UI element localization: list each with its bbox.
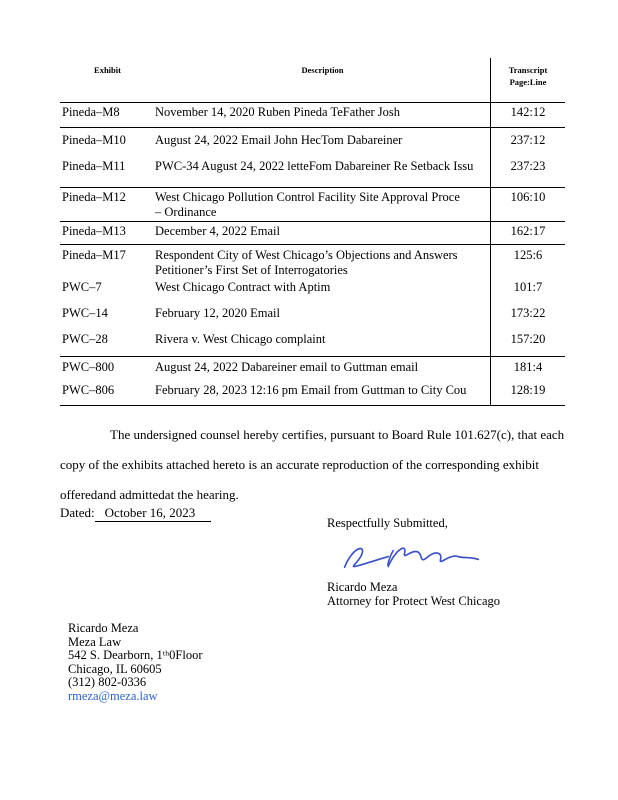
header-transcript [490,58,565,102]
description-line1: Respondent City of West Chicago’s Objections and Answers [155,248,458,262]
description-line2: Petitioner’s First Set of Interrogatories [155,263,348,277]
table-row [60,222,565,244]
contact-email-link[interactable]: rmeza@meza.law [68,688,158,703]
description-cell: February 28, 2023 12:16 pm Email from Guttman to City Cou [155,383,467,397]
exhibit-cell: Pineda–M12 [62,190,126,204]
description-cell: November 14, 2020 Ruben Pineda TeFather Josh [155,105,401,119]
table-group [60,102,565,127]
description-cell: West Chicago Contract with Aptim [155,280,331,294]
table-row [60,159,565,187]
table-row [60,357,565,383]
salutation: Respectfully Submitted, [327,516,448,530]
description-cell: December 4, 2022 Email [155,224,280,238]
exhibit-cell: Pineda–M17 [62,248,126,262]
exhibit-cell: Pineda–M11 [62,159,126,173]
table-row [60,128,565,159]
table-group [60,221,565,244]
transcript-cell: 162:17 [490,222,565,244]
transcript-cell: 125:6 [490,245,565,280]
table-row [60,188,565,221]
table-row [60,306,565,332]
table-row [60,332,565,356]
certification-line: The undersigned counsel hereby certifies, pursuant to Board Rule 101.627(c), that each [110,427,565,442]
description-cell: Rivera v. West Chicago complaint [155,332,326,346]
contact-phone: (312) 802-0336 [68,675,147,689]
table-group [60,356,565,406]
description-cell: August 24, 2022 Dabareiner email to Guttman email [155,360,419,374]
signer-block [327,580,500,608]
contact-firm: Meza Law [68,634,122,649]
dated-label: Dated: [60,505,95,520]
table-row [60,103,565,127]
header-description: Description [301,65,344,75]
description-line1: West Chicago Pollution Control Facility Site Approval Proce [155,190,460,204]
description-cell: PWC-34 August 24, 2022 letteFom Dabareiner Re Setback Issu [155,159,474,173]
signer-name: Ricardo Meza [327,580,398,594]
table-row [60,280,565,306]
table-group [60,187,565,221]
transcript-cell: 128:19 [490,383,565,405]
certification-line: offeredand admittedat the hearing. [60,487,239,502]
description-cell [155,188,490,221]
exhibit-cell: PWC–806 [62,383,115,397]
contact-street: 542 S. Dearborn, 1ᵗʰ0Floor [68,648,203,662]
transcript-cell: 157:20 [490,332,565,356]
exhibit-cell: PWC–28 [62,332,108,346]
exhibit-cell: Pineda–M10 [62,133,126,147]
header-transcript-line1: Transcript [508,65,548,75]
contact-name: Ricardo Meza [68,621,139,635]
signature-image [333,536,488,580]
contact-city: Chicago, IL 60605 [68,661,162,676]
transcript-cell: 142:12 [490,103,565,127]
dated-line [60,505,211,521]
description-line2: – Ordinance [155,205,217,219]
certification-paragraph [60,420,568,510]
dated-value: October 16, 2023 [95,505,212,522]
table-row [60,245,565,280]
certification-line: copy of the exhibits attached hereto is an accurate reproduction of the corresponding exhibit [60,457,540,472]
exhibit-cell: PWC–7 [62,280,102,294]
description-cell: February 12, 2020 Email [155,306,280,320]
transcript-cell: 173:22 [490,306,565,332]
exhibit-cell: PWC–800 [62,360,115,374]
closing-block [327,516,501,608]
description-cell [155,245,490,280]
transcript-cell: 237:12 [490,128,565,159]
exhibit-cell: PWC–14 [62,306,108,320]
transcript-cell: 106:10 [490,188,565,221]
signer-title: Attorney for Protect West Chicago [327,594,501,608]
transcript-cell: 101:7 [490,280,565,306]
table-group [60,127,565,187]
transcript-cell: 181:4 [490,357,565,383]
description-cell: August 24, 2022 Email John HecTom Dabareiner [155,133,403,147]
exhibit-cell: Pineda–M8 [62,105,120,119]
table-row [60,383,565,405]
header-transcript-line2: Page:Line [509,77,547,87]
header-exhibit: Exhibit [94,65,121,75]
contact-block [68,622,203,703]
transcript-cell: 237:23 [490,159,565,187]
exhibit-table [60,58,565,406]
table-group [60,244,565,356]
exhibit-cell: Pineda–M13 [62,224,126,238]
table-header-row [60,58,565,102]
